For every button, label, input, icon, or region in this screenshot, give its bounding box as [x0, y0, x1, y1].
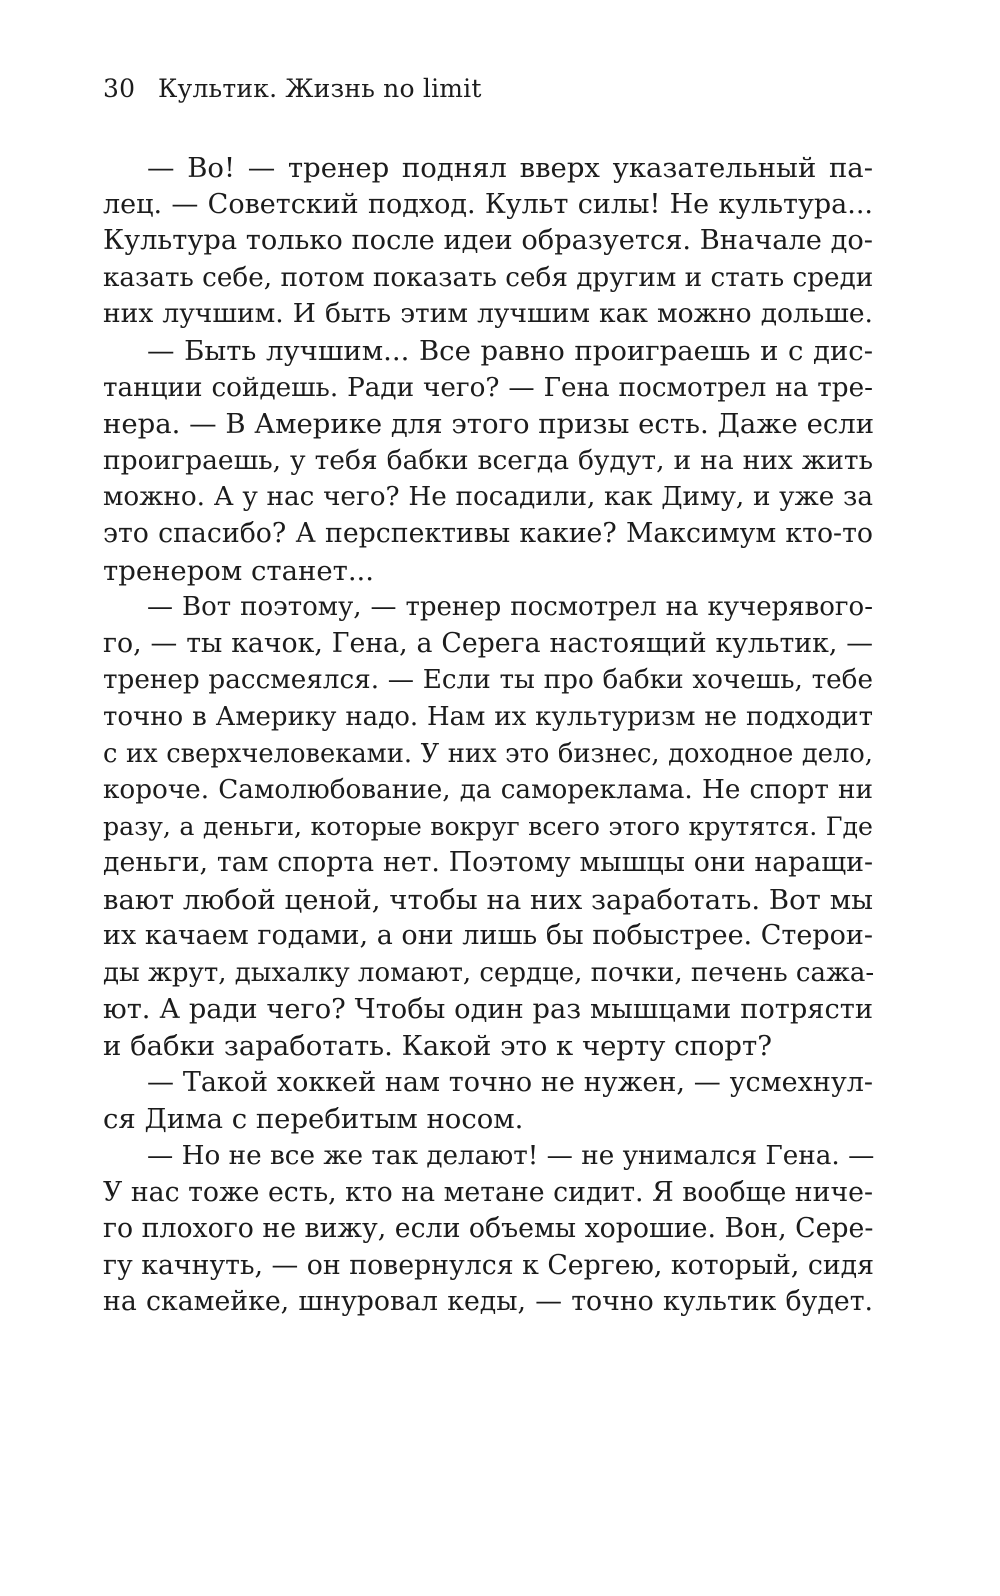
text-line: ся Дима с перебитым носом. — [103, 1103, 524, 1136]
text-line: Культура только после идеи образуется. Вначале до- — [103, 225, 873, 257]
text-line: — Но не все же так делают! — не унимался Гена. — — [147, 1141, 875, 1172]
text-line: и бабки заработать. Какой это к черту спорт? — [103, 1030, 772, 1063]
text-line: танции сойдешь. Ради чего? — Гена посмотрел на тре- — [103, 372, 873, 403]
text-line: — Быть лучшим... Все равно проиграешь и с дис- — [147, 334, 873, 367]
running-header — [103, 74, 482, 104]
text-line: тренером станет... — [103, 554, 375, 587]
text-line: разу, а деньги, которые вокруг всего этого крутятся. Где — [103, 811, 873, 841]
text-line: их качаем годами, а они лишь бы побыстрее. Стерои- — [103, 920, 873, 952]
text-line: проиграешь, у тебя бабки всегда будут, и на них жить — [103, 444, 873, 476]
text-line: — Во! — тренер поднял вверх указательный па- — [147, 152, 873, 184]
text-line: вают любой ценой, чтобы на них заработать. Вот мы — [103, 883, 873, 916]
text-line: короче. Самолюбование, да самореклама. Не спорт ни — [103, 775, 873, 806]
text-line: это спасибо? А перспективы какие? Максимум кто-то — [103, 517, 873, 549]
page-number: 30 — [103, 74, 136, 103]
text-line: тренер рассмеялся. — Если ты про бабки хочешь, тебе — [103, 665, 873, 696]
text-line: казать себе, потом показать себя другим и стать среди — [103, 262, 874, 293]
text-line: гу качнуть, — он повернулся к Сергею, который, сидя — [103, 1249, 875, 1281]
text-line: — Вот поэтому, — тренер посмотрел на кучерявого- — [147, 592, 873, 623]
text-line: У нас тоже есть, кто на метане сидит. Я вообще ниче- — [103, 1176, 873, 1208]
text-line: ют. А ради чего? Чтобы один раз мышцами потрясти — [103, 993, 873, 1025]
text-line: нера. — В Америке для этого призы есть. Даже если — [103, 408, 875, 441]
text-line: ды жрут, дыхалку ломают, сердце, почки, печень сажа- — [103, 958, 875, 989]
text-line: точно в Америку надо. Нам их культуризм не подходит — [103, 701, 873, 732]
text-line: деньги, там спорта нет. Поэтому мышцы они наращи- — [103, 847, 873, 879]
text-line: — Такой хоккей нам точно не нужен, — усмехнул- — [147, 1066, 873, 1098]
body-text — [103, 150, 873, 1321]
text-line: на скамейке, шнуровал кеды, — точно культик будет. — [103, 1286, 873, 1318]
text-line: лец. — Советский подход. Культ силы! Не культура... — [103, 188, 873, 220]
text-line: них лучшим. И быть этим лучшим как можно дольше. — [103, 298, 873, 330]
text-line: можно. А у нас чего? Не посадили, как Диму, и уже за — [103, 482, 873, 513]
text-line: го плохого не вижу, если объемы хорошие. Вон, Сере- — [103, 1213, 874, 1245]
text-line: с их сверхчеловеками. У них это бизнес, доходное дело, — [103, 738, 873, 769]
text-line: го, — ты качок, Гена, а Серега настоящий культик, — — [103, 627, 873, 659]
book-title: Культик. Жизнь no limit — [158, 74, 482, 103]
